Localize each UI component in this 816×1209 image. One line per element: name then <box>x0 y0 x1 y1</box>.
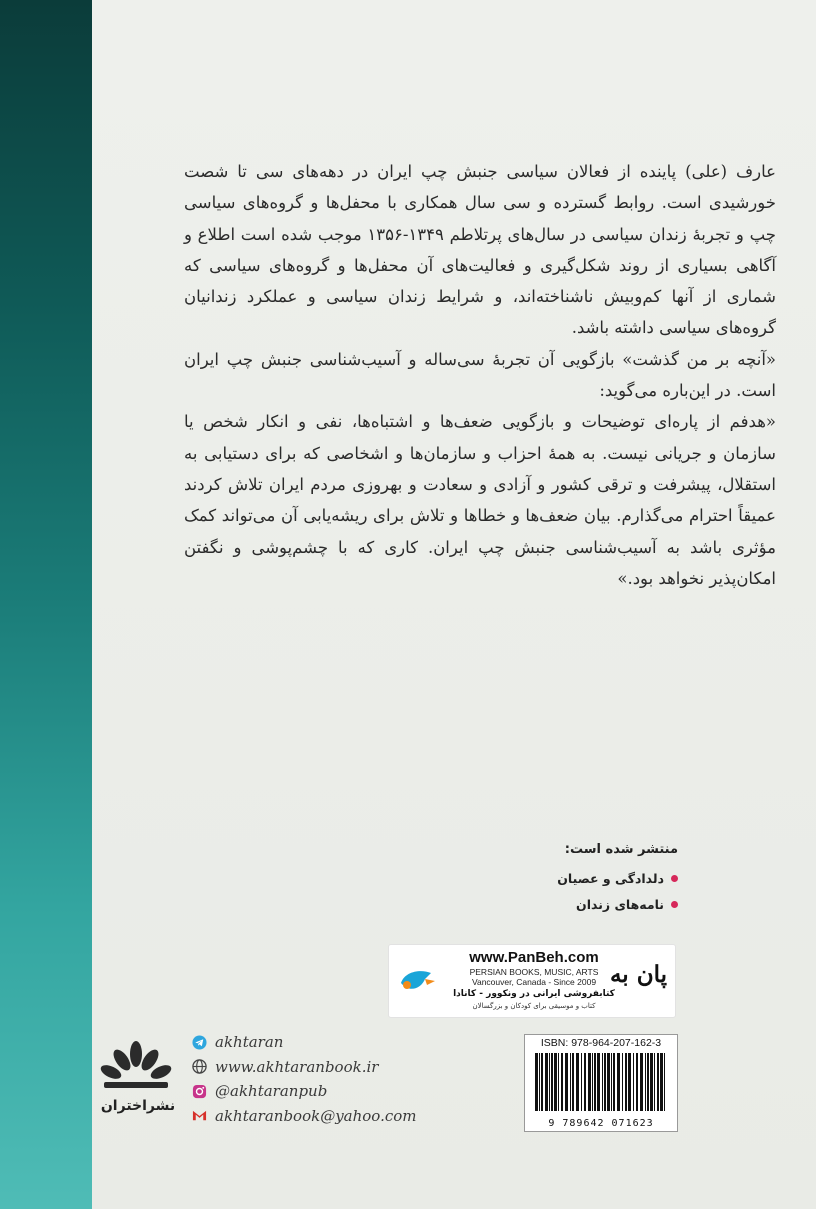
bullet-icon <box>671 901 678 908</box>
contact-instagram[interactable] <box>192 1079 417 1104</box>
barcode-bars <box>535 1053 667 1111</box>
telegram-handle: akhtaran <box>215 1033 284 1052</box>
globe-icon <box>192 1059 207 1074</box>
contact-website[interactable] <box>192 1055 417 1080</box>
contact-telegram[interactable] <box>192 1030 417 1055</box>
list-item: دلدادگی و عصیان <box>556 865 678 891</box>
sticker-line-4: کتاب و موسیقی برای کودکان و بزرگسالان <box>472 1002 596 1010</box>
sticker-line-1: PERSIAN BOOKS, MUSIC, ARTS <box>469 967 599 977</box>
bookstore-sticker <box>388 944 676 1018</box>
bullet-icon <box>671 875 678 882</box>
sticker-line-3: کتابفروشی ایرانی در ونکوور - کانادا <box>453 989 615 999</box>
published-heading: منتشر شده است: <box>564 842 678 857</box>
telegram-icon <box>192 1035 207 1050</box>
contact-email[interactable] <box>192 1104 417 1129</box>
isbn-barcode <box>524 1034 678 1132</box>
contact-list <box>192 1030 417 1128</box>
instagram-handle: @akhtaranpub <box>215 1082 328 1101</box>
list-item: نامه‌های زندان <box>556 891 678 917</box>
sticker-line-2: Vancouver, Canada - Since 2009 <box>471 977 597 987</box>
publisher-name: نشراختران <box>100 1098 176 1114</box>
isbn-text: ISBN: 978-964-207-162-3 <box>540 1037 662 1049</box>
website-link: www.akhtaranbook.ir <box>215 1057 379 1076</box>
mail-icon <box>192 1108 207 1123</box>
email-address: akhtaranbook@yahoo.com <box>215 1106 417 1125</box>
panbeh-bird-icon <box>395 963 437 999</box>
blurb-paragraph-1: عارف (علی) پاینده از فعالان سیاسی جنبش چپ ایران در دهه‌های سی تا شصت خورشیدی است. روابط گسترده و سی سال همکاری با محفل‌ها و گروه‌های سیاسی چپ و تجربهٔ زندان سیاسی در سال‌های پرتلاطم ۱۳۴۹-۱۳۵۶ موجب شده است اطلاع و آگاهی بسیاری از روند شکل‌گیری و فعالیت‌های آن محفل‌ها و گروه‌های سیاسی که شماری از آنها کم‌وبیش ناشناخته‌اند، و شرایط زندان سیاسی و عملکرد زندانیان گروه‌های سیاسی داشته باشد. <box>184 162 777 338</box>
published-list <box>556 842 678 917</box>
blurb-paragraph-3: «هدفم از پاره‌ای توضیحات و بازگویی ضعف‌ها و اشتباه‌ها، نفی و انکار شخص یا سازمان و جریانی نیست. به همهٔ احزاب و سازمان‌ها و اشخاصی که برای دستیابی به استقلال، پیشرفت و ترقی کشور و آزادی و سعادت و بهروزی مردم ایران تلاش کردند عمیقاً احترام می‌گذارم. بیان ضعف‌ها و خطاها و تلاش برای ریشه‌یابی آن می‌تواند کمک مؤثری باشد به آسیب‌شناسی جنبش چپ ایران. کاری که با چشم‌پوشی و نگفتن امکان‌پذیر نخواهد بود.» <box>184 412 776 588</box>
blurb-text <box>184 156 776 594</box>
publisher-logo-icon <box>100 1040 172 1090</box>
sticker-logo-text: پان به <box>609 961 667 988</box>
book-spine <box>0 0 92 1209</box>
sticker-url: www.PanBeh.com <box>469 949 599 966</box>
blurb-paragraph-2: «آنچه بر من گذشت» بازگویی آن تجربهٔ سی‌ساله و آسیب‌شناسی جنبش چپ ایران است. در این‌باره می‌گوید: <box>184 349 776 401</box>
instagram-icon <box>192 1084 207 1099</box>
barcode-digits: 9 789642 071623 <box>548 1118 654 1129</box>
